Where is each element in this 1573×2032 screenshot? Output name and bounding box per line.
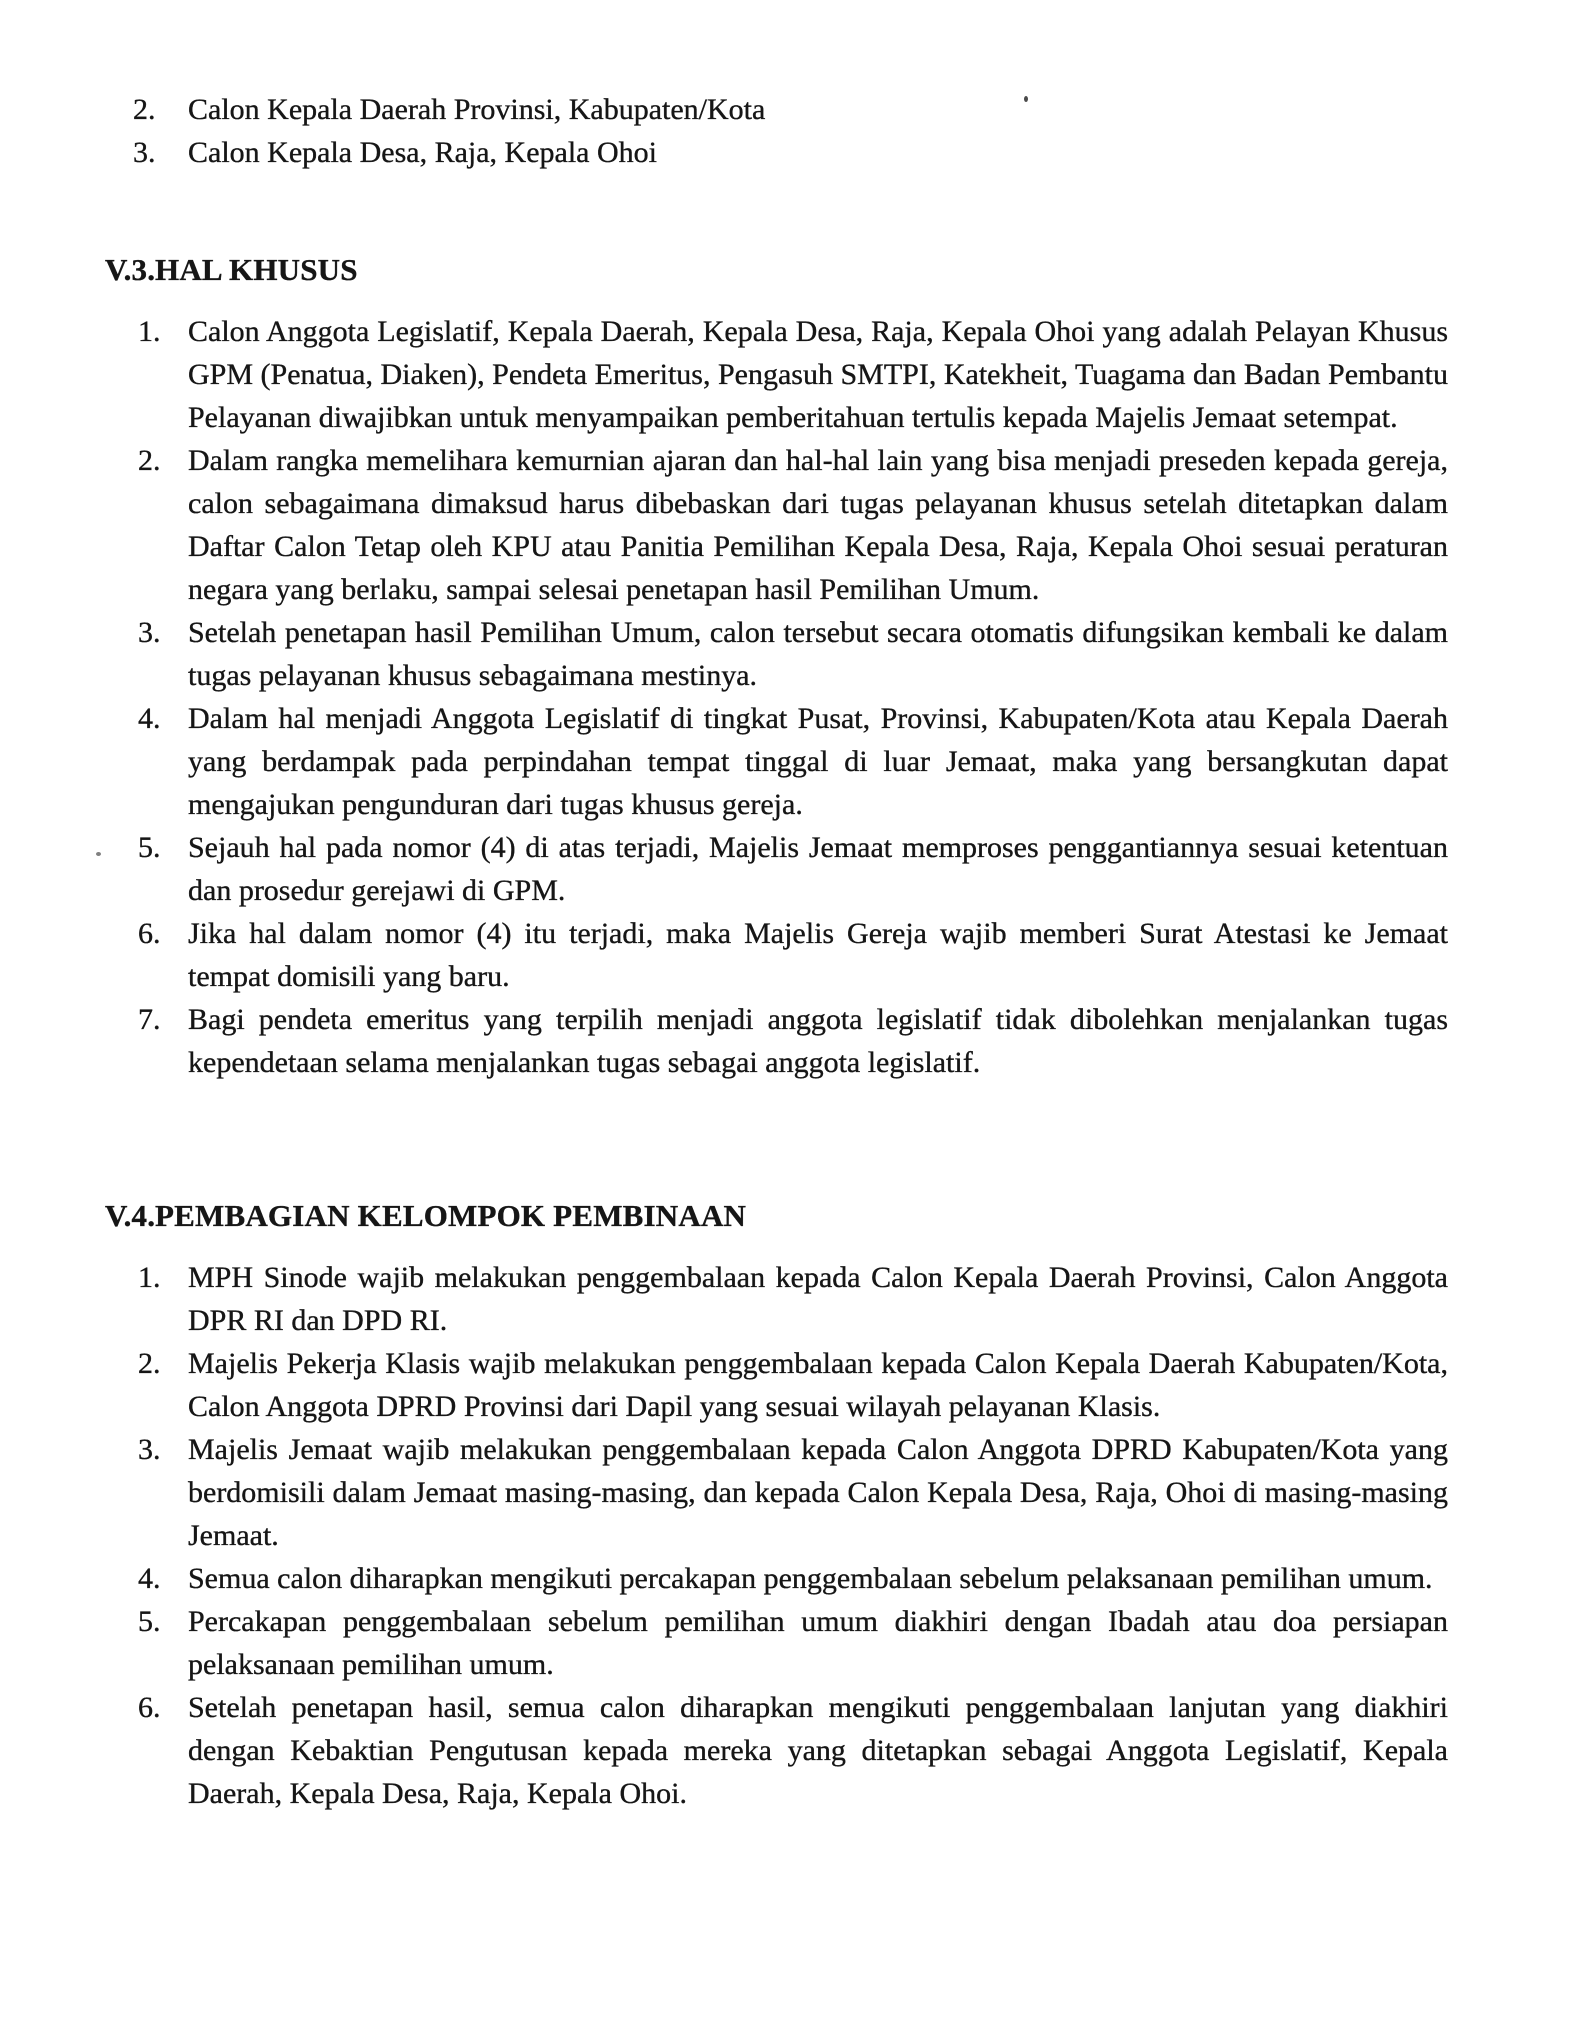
item-number: 3. [133,136,156,169]
section-title: HAL KHUSUS [155,252,358,287]
item-text: Percakapan penggembalaan sebelum pemilihan umum diakhiri dengan Ibadah atau doa persiapan pelaksanaan pemilihan umum. [188,1605,1448,1681]
list-item [138,1342,1448,1428]
list-item [138,439,1448,611]
item-text: Setelah penetapan hasil Pemilihan Umum, calon tersebut secara otomatis difungsikan kembali ke dalam tugas pelayanan khusus sebagaimana mestinya. [188,616,1448,692]
section-v3 [105,250,1448,1084]
list-item [138,912,1448,998]
item-number: 1. [138,1261,161,1294]
item-number: 3. [138,616,161,649]
item-text: Setelah penetapan hasil, semua calon diharapkan mengikuti penggembalaan lanjutan yang diakhiri dengan Kebaktian Pengutusan kepada mereka yang ditetapkan sebagai Anggota Legislatif, Kepala Daerah, Kepala Desa, Raja, Kepala Ohoi. [188,1691,1448,1810]
section-v4 [105,1196,1448,1815]
section-number: V.3. [105,252,156,287]
item-text: Majelis Jemaat wajib melakukan penggembalaan kepada Calon Anggota DPRD Kabupaten/Kota yang berdomisili dalam Jemaat masing-masing, dan kepada Calon Kepala Desa, Raja, Ohoi di masing-masing Jemaat. [188,1433,1448,1552]
intro-list [133,88,1448,174]
item-text: Semua calon diharapkan mengikuti percakapan penggembalaan sebelum pelaksanaan pemilihan umum. [188,1562,1433,1595]
item-number: 5. [138,1605,161,1638]
item-number: 3. [138,1433,161,1466]
item-number: 4. [138,1562,161,1595]
list-item [138,998,1448,1084]
list-item [138,1428,1448,1557]
item-text: Dalam rangka memelihara kemurnian ajaran dan hal-hal lain yang bisa menjadi preseden kepada gereja, calon sebagaimana dimaksud harus dibebaskan dari tugas pelayanan khusus setelah ditetapkan dalam Daftar Calon Tetap oleh KPU atau Panitia Pemilihan Kepala Desa, Raja, Kepala Ohoi sesuai peraturan negara yang berlaku, sampai selesai penetapan hasil Pemilihan Umum. [188,444,1448,606]
section-number: V.4. [105,1198,156,1233]
item-text: Dalam hal menjadi Anggota Legislatif di tingkat Pusat, Provinsi, Kabupaten/Kota atau Kepala Daerah yang berdampak pada perpindahan tempat tinggal di luar Jemaat, maka yang bersangkutan dapat mengajukan pengunduran dari tugas khusus gereja. [188,702,1448,821]
list-item [138,697,1448,826]
item-text: Majelis Pekerja Klasis wajib melakukan penggembalaan kepada Calon Kepala Daerah Kabupaten/Kota, Calon Anggota DPRD Provinsi dari Dapil yang sesuai wilayah pelayanan Klasis. [188,1347,1448,1423]
item-number: 5. [138,831,161,864]
item-text: Calon Kepala Daerah Provinsi, Kabupaten/Kota [188,93,766,126]
section-list [138,1256,1448,1815]
item-text: Bagi pendeta emeritus yang terpilih menjadi anggota legislatif tidak dibolehkan menjalankan tugas kependetaan selama menjalankan tugas sebagai anggota legislatif. [188,1003,1448,1079]
item-text: Calon Kepala Desa, Raja, Kepala Ohoi [188,136,657,169]
item-text: MPH Sinode wajib melakukan penggembalaan kepada Calon Kepala Daerah Provinsi, Calon Anggota DPR RI dan DPD RI. [188,1261,1448,1337]
list-item [133,131,1448,174]
list-item [133,88,1448,131]
item-number: 1. [138,315,161,348]
item-number: 2. [138,444,161,477]
section-heading [105,1196,1448,1236]
item-number: 7. [138,1003,161,1036]
list-item [138,1686,1448,1815]
section-title: PEMBAGIAN KELOMPOK PEMBINAAN [155,1198,747,1233]
list-item [138,1600,1448,1686]
item-number: 2. [138,1347,161,1380]
section-heading [105,250,1448,290]
list-item [138,611,1448,697]
scan-artifact [96,852,101,856]
list-item [138,826,1448,912]
item-text: Sejauh hal pada nomor (4) di atas terjadi, Majelis Jemaat memproses penggantiannya sesuai ketentuan dan prosedur gerejawi di GPM. [188,831,1448,907]
item-number: 4. [138,702,161,735]
item-text: Jika hal dalam nomor (4) itu terjadi, maka Majelis Gereja wajib memberi Surat Atestasi ke Jemaat tempat domisili yang baru. [188,917,1448,993]
page-content [105,88,1448,1815]
list-item [138,310,1448,439]
item-number: 2. [133,93,156,126]
item-number: 6. [138,1691,161,1724]
item-text: Calon Anggota Legislatif, Kepala Daerah, Kepala Desa, Raja, Kepala Ohoi yang adalah Pelayan Khusus GPM (Penatua, Diaken), Pendeta Emeritus, Pengasuh SMTPI, Katekheit, Tuagama dan Badan Pembantu Pelayanan diwajibkan untuk menyampaikan pemberitahuan tertulis kepada Majelis Jemaat setempat. [188,315,1448,434]
list-item [138,1256,1448,1342]
list-item [138,1557,1448,1600]
item-number: 6. [138,917,161,950]
section-list [138,310,1448,1084]
